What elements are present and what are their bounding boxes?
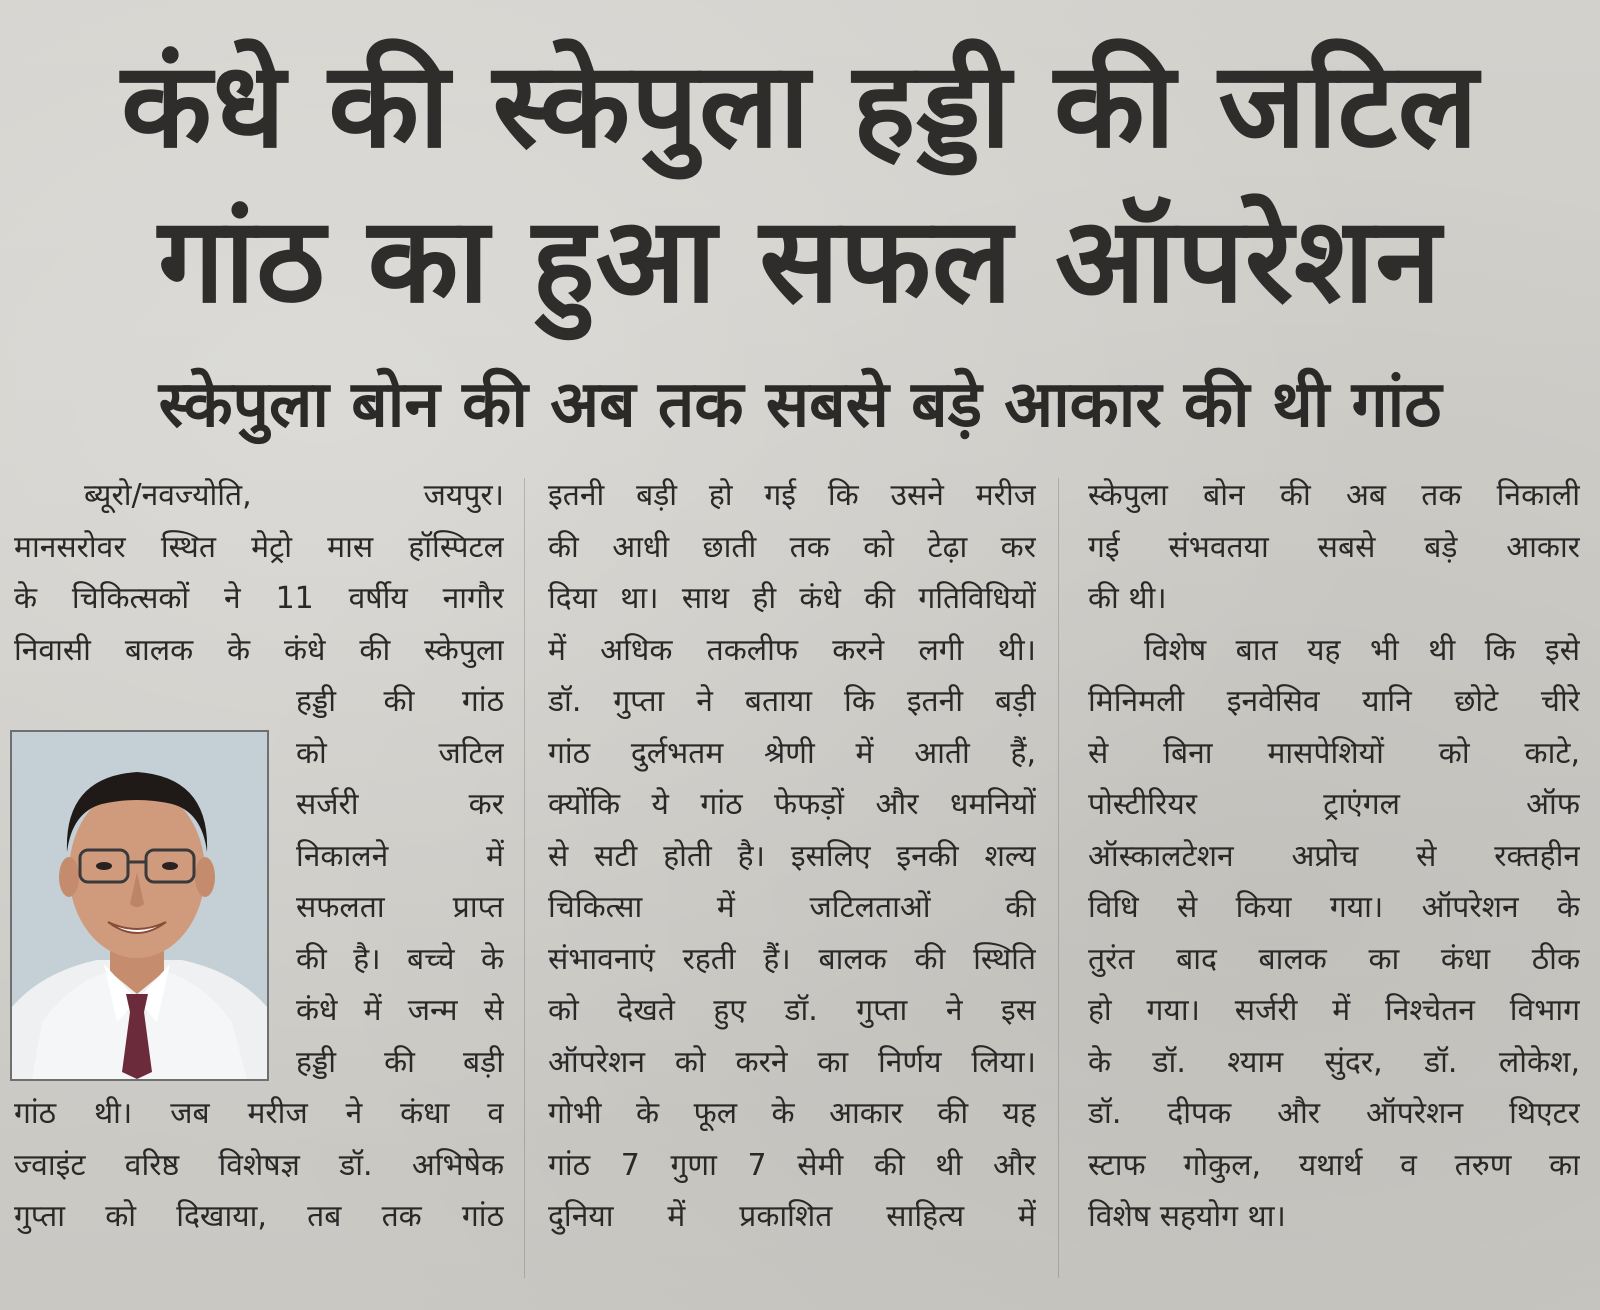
text-line: निवासी बालक के कंधे की स्केपुला	[14, 632, 504, 668]
text-line: ऑस्कालटेशन अप्रोच से रक्तहीन	[1088, 838, 1580, 874]
doctor-portrait-photo	[10, 730, 269, 1081]
text-line: गांठ 7 गुणा 7 सेमी की थी और	[548, 1147, 1036, 1183]
text-line: हो गया। सर्जरी में निश्चेतन विभाग	[1088, 993, 1580, 1028]
text-line: मिनिमली इनवेसिव यानि छोटे चीरे	[1088, 684, 1580, 719]
text-line: से बिना मासपेशियों को काटे,	[1088, 735, 1580, 771]
text-line: इतनी बड़ी हो गई कि उसने मरीज	[548, 478, 1036, 513]
text-line: डॉ. गुप्ता ने बताया कि इतनी बड़ी	[548, 684, 1036, 719]
text-line: निकालने में	[296, 838, 504, 874]
headline-line-2: गांठ का हुआ सफल ऑपरेशन	[158, 191, 1442, 329]
text-line: की आधी छाती तक को टेढ़ा कर	[548, 529, 1036, 565]
text-line: सफलता प्राप्त	[296, 890, 504, 925]
text-line: डॉ. दीपक और ऑपरेशन थिएटर	[1088, 1096, 1580, 1131]
text-line: गोभी के फूल के आकार की यह	[548, 1096, 1036, 1131]
text-line: की है। बच्चे के	[296, 941, 504, 977]
text-line: स्टाफ गोकुल, यथार्थ व तरुण का	[1088, 1147, 1580, 1183]
text-line: गांठ थी। जब मरीज ने कंधा व	[14, 1096, 504, 1131]
article-column-3	[1088, 470, 1580, 1243]
dateline: ब्यूरो/नवज्योति, जयपुर।	[84, 478, 504, 513]
text-line: कंधे में जन्म से	[296, 993, 504, 1028]
text-line: के चिकित्सकों ने 11 वर्षीय नागौर	[14, 581, 504, 616]
headline-line-1: कंधे की स्केपुला हड्डी की जटिल	[121, 36, 1479, 174]
portrait-illustration	[12, 732, 267, 1079]
text-line: क्योंकि ये गांठ फेफड़ों और धमनियों	[548, 787, 1036, 822]
text-line: को देखते हुए डॉ. गुप्ता ने इस	[548, 993, 1036, 1028]
text-line: मानसरोवर स्थित मेट्रो मास हॉस्पिटल	[14, 529, 504, 565]
text-line: ज्वाइंट वरिष्ठ विशेषज्ञ डॉ. अभिषेक	[14, 1147, 504, 1183]
text-line: हड्डी की गांठ	[296, 684, 504, 719]
article-column-2	[548, 470, 1036, 1243]
text-line: विशेष बात यह भी थी कि इसे	[1144, 632, 1580, 668]
text-line: विशेष सहयोग था।	[1088, 1199, 1286, 1234]
text-line: स्केपुला बोन की अब तक निकाली	[1088, 478, 1580, 513]
text-line: गुप्ता को दिखाया, तब तक गांठ	[14, 1199, 504, 1234]
text-line: के डॉ. श्याम सुंदर, डॉ. लोकेश,	[1088, 1044, 1580, 1080]
text-line: तुरंत बाद बालक का कंधा ठीक	[1088, 941, 1580, 977]
text-line: से सटी होती है। इसलिए इनकी शल्य	[548, 838, 1036, 874]
text-line: दुनिया में प्रकाशित साहित्य में	[548, 1199, 1036, 1234]
text-line: हड्डी की बड़ी	[296, 1044, 504, 1080]
text-line: गांठ दुर्लभतम श्रेणी में आती हैं,	[548, 735, 1036, 771]
text-line: में अधिक तकलीफ करने लगी थी।	[548, 632, 1036, 668]
text-line: विधि से किया गया। ऑपरेशन के	[1088, 890, 1580, 925]
text-line: चिकित्सा में जटिलताओं की	[548, 890, 1036, 925]
text-line: को जटिल	[296, 735, 504, 771]
text-line: पोस्टीरियर ट्राएंगल ऑफ	[1088, 787, 1580, 822]
text-line: संभावनाएं रहती हैं। बालक की स्थिति	[548, 941, 1036, 977]
text-line: की थी।	[1088, 581, 1167, 616]
text-line: ऑपरेशन को करने का निर्णय लिया।	[548, 1044, 1036, 1080]
subheadline: स्केपुला बोन की अब तक सबसे बड़े आकार की थी गांठ	[158, 368, 1442, 442]
text-line: गई संभवतया सबसे बड़े आकार	[1088, 529, 1580, 565]
column-divider	[1058, 478, 1059, 1278]
text-line: दिया था। साथ ही कंधे की गतिविधियों	[548, 581, 1036, 616]
text-line: सर्जरी कर	[296, 787, 504, 822]
column-divider	[524, 478, 525, 1278]
